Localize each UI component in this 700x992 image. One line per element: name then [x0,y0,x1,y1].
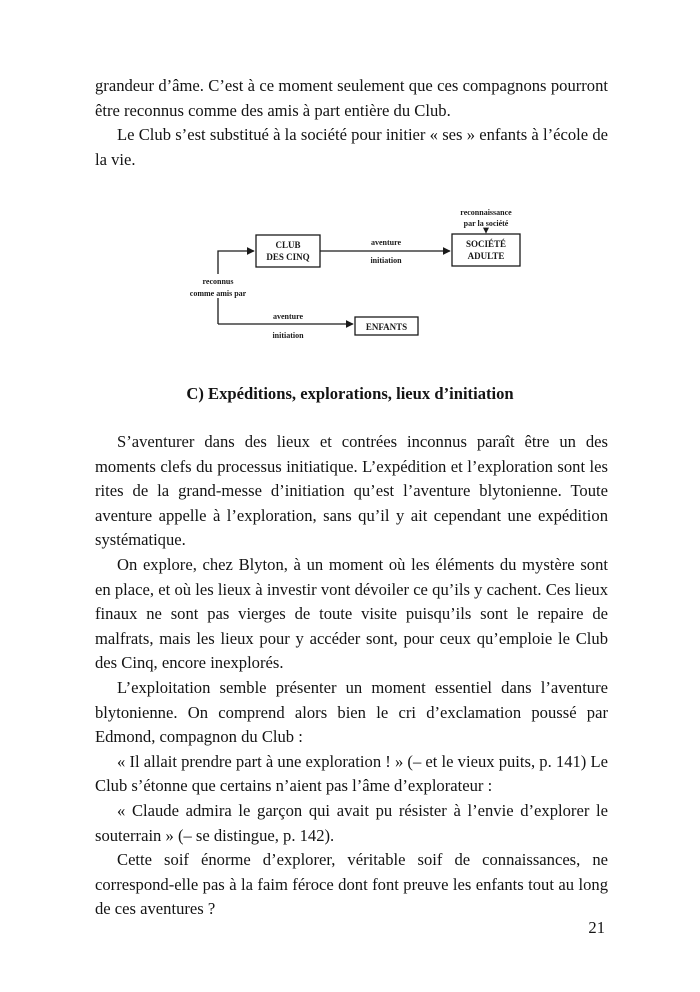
paragraph: S’aventurer dans des lieux et contrées inconnus paraît être un des moments clefs du processus initiatique. L’expédition et l’exploration sont les rites de la grand-messe d’initiation qu’est l’aventure blytonienne. Toute aventure appelle à l’exploration, sans qu’il y ait cependant une expédition systématique. [95,432,608,550]
paragraph: grandeur d’âme. C’est à ce moment seulement que ces compagnons pourront être reconnus comme des amis à part entière du Club. [95,76,608,120]
arrow-top-label-initiation: initiation [370,256,402,265]
reconnus-label-line1: reconnus [202,277,234,286]
page-number: 21 [588,918,605,937]
enfants-label: ENFANTS [365,322,408,332]
main-text-block [95,430,608,922]
quote-paragraph: « Il allait prendre part à une exploration ! » (– et le vieux puits, p. 141) Le Club s’étonne que certains n’aient pas l’âme d’explorateur : [95,751,608,796]
club-des-cinq-label-line2: DES CINQ [266,252,310,262]
societe-adulte-label-line2: ADULTE [467,251,505,261]
section-heading: C) Expéditions, explorations, lieux d’initiation [186,384,514,403]
arrow-top-label-aventure: aventure [370,238,402,247]
paragraph: On explore, chez Blyton, à un moment où les éléments du mystère sont en place, et où les lieux à investir vont dévoiler ce qu’ils y cachent. Ces lieux finaux ne sont pas vierges de toute visite puisqu’ils sont le repaire de malfrats, mais les lieux pour y accéder sont, pour ceux qu’emploie le Club des Cinq, encore inexplorés. [95,554,608,673]
reconnaissance-label-line2: par la société [463,219,509,228]
quote-paragraph: « Claude admira le garçon qui avait pu résister à l’envie d’explorer le souterrain » (– se distingue, p. 142). [95,800,608,845]
club-des-cinq-label-line1: CLUB [275,240,301,250]
societe-adulte-label-line1: SOCIÉTÉ [465,239,507,249]
arrow-bottom-label-aventure: aventure [272,312,304,321]
paragraph: Le Club s’est substitué à la société pour initier « ses » enfants à l’école de la vie. [95,125,608,169]
paragraph: L’exploitation semble présenter un moment essentiel dans l’aventure blytonienne. On comprend alors bien le cri d’exclamation poussé par Edmond, compagnon du Club : [95,677,608,747]
paragraph: Cette soif énorme d’explorer, véritable soif de connaissances, ne correspond-elle pas à la faim féroce dont font preuve les enfants tout au long de ces aventures ? [95,850,608,919]
arrow-bottom-label-initiation: initiation [272,331,304,340]
reconnaissance-label-line1: reconnaissance [460,208,512,217]
club-initiation-diagram [0,0,700,360]
reconnus-label-line2: comme amis par [189,289,247,298]
